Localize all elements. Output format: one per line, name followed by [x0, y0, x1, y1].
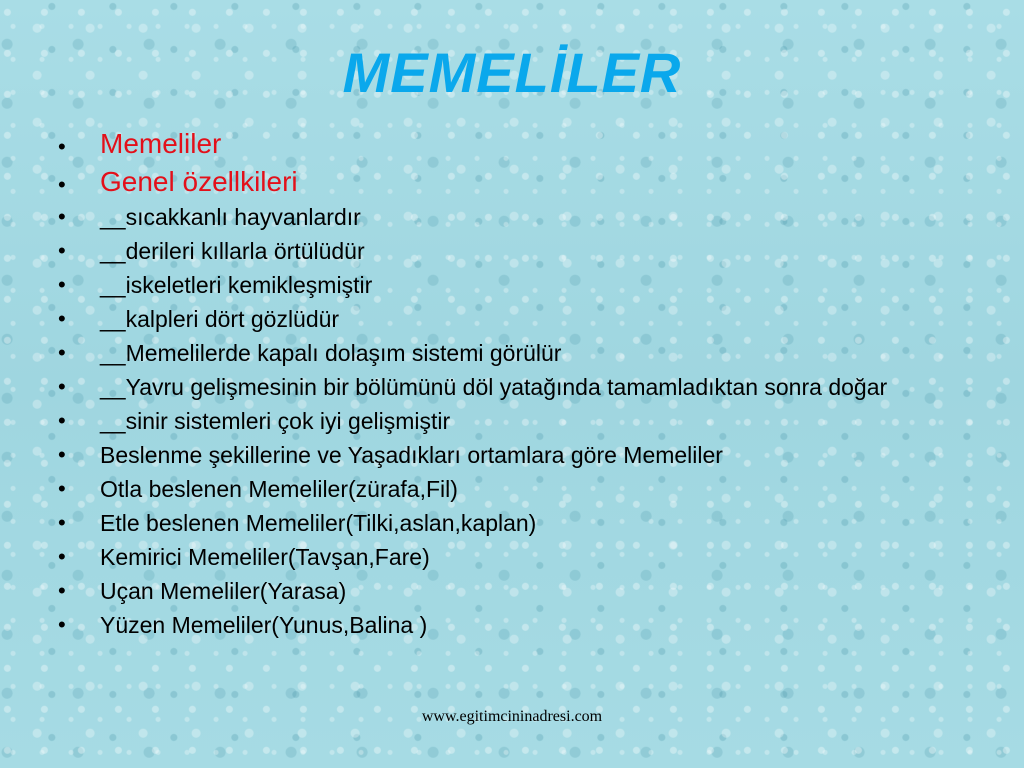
bullet-icon: • — [58, 306, 66, 331]
list-item-text: Etle beslenen Memeliler(Tilki,aslan,kaplan) — [100, 510, 537, 536]
bullet-icon: • — [58, 510, 66, 535]
list-item — [58, 476, 958, 502]
list-item-text: __Yavru gelişmesinin bir bölümünü döl yatağında tamamladıktan sonra doğar — [100, 374, 888, 400]
list-item — [58, 340, 958, 366]
bullet-icon: • — [58, 476, 66, 501]
list-item — [58, 204, 958, 230]
bullet-icon: • — [58, 238, 66, 263]
bullet-icon: • — [58, 612, 66, 637]
list-item-text: Uçan Memeliler(Yarasa) — [100, 578, 347, 604]
list-item — [58, 166, 958, 198]
list-item — [58, 408, 958, 434]
list-item-text: Kemirici Memeliler(Tavşan,Fare) — [100, 544, 430, 570]
footer-url: www.egitimcininadresi.com — [421, 708, 603, 725]
list-item-text: Yüzen Memeliler(Yunus,Balina ) — [100, 612, 428, 638]
list-item — [58, 306, 958, 332]
list-item — [58, 238, 958, 264]
list-item-text: Genel özellkileri — [100, 166, 298, 197]
bullet-icon: • — [58, 204, 66, 229]
bullet-icon: • — [58, 172, 66, 197]
list-item-text: __Memelilerde kapalı dolaşım sistemi görülür — [100, 340, 562, 366]
list-item — [58, 272, 958, 298]
bullet-icon: • — [58, 340, 66, 365]
list-item — [58, 374, 930, 400]
bullet-icon: • — [58, 272, 66, 297]
list-item-text: __sinir sistemleri çok iyi gelişmiştir — [100, 408, 451, 434]
slide-title: MEMELİLER — [342, 41, 682, 104]
list-item-text: __derileri kıllarla örtülüdür — [100, 238, 365, 264]
bullet-icon: • — [58, 442, 66, 467]
list-item-text: Otla beslenen Memeliler(zürafa,Fil) — [100, 476, 458, 502]
bullet-icon: • — [58, 134, 66, 159]
bullet-icon: • — [58, 408, 66, 433]
bullet-icon: • — [58, 544, 66, 569]
list-item — [58, 128, 958, 160]
list-item-text: __sıcakkanlı hayvanlardır — [100, 204, 361, 230]
list-item-text: Memeliler — [100, 128, 222, 159]
bullet-icon: • — [58, 374, 66, 399]
list-item-text: Beslenme şekillerine ve Yaşadıkları ortamlara göre Memeliler — [100, 442, 723, 468]
list-item — [58, 544, 958, 570]
list-item — [58, 578, 958, 604]
list-item-text: __iskeletleri kemikleşmiştir — [100, 272, 373, 298]
list-item — [58, 442, 958, 468]
bullet-icon: • — [58, 578, 66, 603]
bullet-list — [58, 128, 958, 646]
list-item-text: __kalpleri dört gözlüdür — [100, 306, 340, 332]
list-item — [58, 510, 958, 536]
list-item — [58, 612, 958, 638]
